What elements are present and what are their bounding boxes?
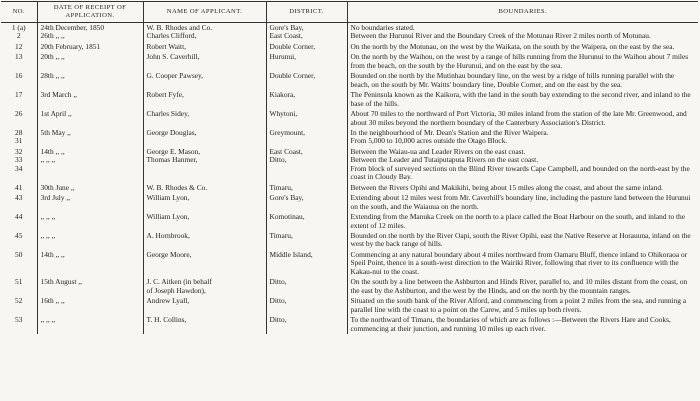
boundaries-line: To the northward of Timaru, the boundaries of which are as follows :—Between the Rivers Hare and Cooks, commencing at their junction, and running 10 miles up each river. [350, 315, 671, 333]
cell-applicant-line: William Lyon, [146, 193, 190, 203]
cell-no-line: 45 [15, 230, 23, 240]
cell-date [37, 296, 143, 315]
cell-date [37, 42, 143, 52]
cell-date [37, 250, 143, 277]
cell-date-line: ,, ,, ,, [40, 230, 56, 240]
cell-no-line: 2 [16, 31, 21, 41]
cell-no-line: 44 [15, 212, 23, 222]
table-row [1, 277, 698, 296]
cell-date-line: 5th May ,, [40, 127, 71, 137]
boundaries-line: Situated on the south bank of the River Alford, and commencing from a point 2 miles from the sea, and running a parallel line with the coast to a point on the Carew, and 5 miles up both rivers. [350, 296, 687, 314]
cell-boundaries [347, 296, 698, 315]
cell-applicant-line: Robert Fyfe, [146, 90, 184, 100]
cell-boundaries [347, 90, 698, 109]
boundaries-line: Between the Waiau-ua and Leader Rivers on the east coast. [350, 146, 526, 156]
cell-district-line: Ditto, [269, 277, 287, 287]
cell-no [1, 296, 37, 315]
boundaries-line: Between the Hurunui River and the Boundary Creek of the Motunau River 2 miles north of Motunau. [350, 31, 651, 41]
cell-date [37, 128, 143, 147]
cell-date-line: ,, ,, ,, [40, 155, 56, 165]
cell-district [266, 250, 347, 277]
boundaries-line: On the north by the Waihou, on the west by a range of hills running from the Hurunui to the Waihou about 7 miles from the beach, on the south by the Hurunui, and on the east by the sea. [350, 52, 689, 70]
table-row [1, 183, 698, 193]
cell-applicant-line: George Douglas, [146, 127, 197, 137]
cell-boundaries [347, 277, 698, 296]
cell-date-line: 26th ,, ,, [40, 31, 65, 41]
cell-boundaries [347, 71, 698, 90]
cell-district [266, 183, 347, 193]
cell-district [266, 296, 347, 315]
cell-date [37, 52, 143, 71]
cell-no-line: 43 [15, 193, 23, 203]
cell-date-line: ,, ,, ,, [40, 212, 56, 222]
cell-applicant-line: Thomas Hanmer, [146, 155, 198, 165]
cell-no-line: 53 [15, 315, 23, 325]
cell-applicant-line: John S. Caverhill, [146, 52, 200, 62]
cell-applicant-line: J. C. Aitken (in behalf [146, 277, 212, 287]
cell-no [1, 193, 37, 212]
cell-district-line: Ditto, [269, 155, 287, 165]
cell-district [266, 23, 347, 42]
cell-no [1, 128, 37, 147]
cell-applicant-line: Charles Sidey, [146, 109, 190, 119]
cell-boundaries [347, 23, 698, 42]
applications-table [1, 1, 698, 334]
cell-date [37, 90, 143, 109]
table-row [1, 315, 698, 334]
table-row [1, 193, 698, 212]
boundaries-line: Bounded on the north by the River Oapi, south the River Opihi, east the Native Reserve at Horauuna, inland on the west by the back range of hills. [350, 230, 691, 249]
cell-no-line: 28 [15, 127, 23, 137]
table-header-row [1, 2, 698, 23]
cell-no [1, 71, 37, 90]
cell-district [266, 147, 347, 183]
cell-boundaries [347, 250, 698, 277]
cell-date-line: 15th August ,, [40, 277, 82, 287]
cell-boundaries [347, 183, 698, 193]
table-row [1, 147, 698, 183]
cell-date [37, 183, 143, 193]
cell-boundaries [347, 128, 698, 147]
cell-no [1, 23, 37, 42]
cell-date-line: 14th ,, ,, [40, 146, 65, 156]
cell-district [266, 90, 347, 109]
cell-applicant-line: G. Cooper Pawsey, [146, 71, 204, 81]
cell-district-line: Ditto, [269, 315, 287, 325]
cell-district-line: Double Corner, [269, 41, 316, 51]
cell-date [37, 109, 143, 128]
cell-district [266, 212, 347, 231]
cell-boundaries [347, 52, 698, 71]
cell-district-line: Ditto, [269, 296, 287, 306]
cell-district-line: East Coast, [269, 146, 303, 156]
cell-applicant-line: W. B. Rhodes & Co. [146, 182, 208, 192]
table-row [1, 23, 698, 42]
table-row [1, 90, 698, 109]
cell-date [37, 315, 143, 334]
header-date: DATE OF RECEIPT OF APPLICATION. [37, 2, 143, 23]
cell-district-line: Double Corner, [269, 71, 316, 81]
cell-applicant-line: A. Hornbrook, [146, 230, 190, 240]
cell-applicant [143, 296, 266, 315]
cell-date-line: 14th ,, ,, [40, 249, 65, 259]
cell-no-line: 12 [15, 41, 23, 51]
cell-applicant [143, 23, 266, 42]
cell-applicant [143, 250, 266, 277]
cell-district-line: Greymount, [269, 127, 306, 137]
boundaries-line: The Peninsula known as the Kaikora, with the land in the south bay extending to the second river, and inland to the base of the hills. [350, 90, 691, 108]
header-boundaries: BOUNDARIES. [347, 2, 698, 23]
cell-applicant-line: George Moore, [146, 249, 192, 259]
cell-no [1, 183, 37, 193]
cell-no-line: 16 [15, 71, 23, 81]
boundaries-line: Commencing at any natural boundary about 4 miles northward from Oamaru Bluff, thence inland to Ohikoraoa or Speil Point, thence in a south-west direction to the Wairiki River, following that river to its confluence with the Kakau-nui to the coast. [350, 249, 688, 276]
cell-no-line: 26 [15, 109, 23, 119]
cell-district [266, 71, 347, 90]
cell-no [1, 315, 37, 334]
cell-applicant-line: George E. Mason, [146, 146, 201, 156]
boundaries-line: On the south by a line between the Ashburton and Hinds River, parallel to, and 10 miles distant from the coast, on the east by the Ashburton, and the west by the Hinds, and on the north by the mountain ranges. [350, 277, 688, 295]
cell-no [1, 147, 37, 183]
cell-date-line: 3rd March ,, [40, 90, 78, 100]
cell-applicant [143, 315, 266, 334]
cell-boundaries [347, 193, 698, 212]
cell-date [37, 277, 143, 296]
cell-applicant [143, 183, 266, 193]
cell-date-line: 16th ,, ,, [40, 296, 65, 306]
cell-district [266, 231, 347, 250]
cell-district-line: Timaru, [269, 182, 293, 192]
table-row [1, 250, 698, 277]
table-row [1, 212, 698, 231]
cell-no-line: 33 [15, 155, 23, 165]
cell-date [37, 212, 143, 231]
cell-district-line: Kiakora, [269, 90, 296, 100]
cell-no-line: 17 [15, 90, 23, 100]
cell-no [1, 52, 37, 71]
boundaries-line: Extending about 12 miles west from Mr. Caverhill's boundary line, including the pasture land between the Hurunui on the south, and the Waiauua on the north. [350, 193, 691, 211]
cell-date-line: 20th February, 1851 [40, 41, 101, 51]
boundaries-line: Bounded on the north by the Mutinhau boundary line, on the west by a ridge of hills running parallel with the beach, on the south by Mr. Waitts' boundary line, Double Corner, and on the east by the sea. [350, 71, 675, 89]
cell-applicant [143, 147, 266, 183]
cell-date [37, 193, 143, 212]
cell-no-line: 31 [15, 136, 23, 146]
table-row [1, 109, 698, 128]
boundaries-line: No boundaries stated. [350, 23, 415, 32]
boundaries-line: In the neighbourhood of Mr. Dean's Station and the River Waipera. [350, 127, 549, 137]
cell-applicant-line: of Joseph Hawdon), [146, 285, 206, 295]
cell-boundaries [347, 147, 698, 183]
cell-district-line: Gore's Bay, [269, 193, 304, 203]
cell-district [266, 109, 347, 128]
boundaries-line: About 70 miles to the northward of Port Victoria, 30 miles inland from the station of the late Mr. Greenwood, and about 30 miles beyond the northern boundary of the Canterbury Association's District. [350, 109, 687, 127]
cell-applicant [143, 109, 266, 128]
table-row [1, 52, 698, 71]
cell-district [266, 193, 347, 212]
table-row [1, 231, 698, 250]
cell-date-line: 30th June ,, [40, 182, 75, 192]
boundaries-line: From block of surveyed sections on the Blind River towards Cape Campbell, and bounded on the north-east by the coast in Cloudy Bay. [350, 163, 690, 182]
cell-applicant [143, 90, 266, 109]
cell-date-line: 20th ,, ,, [40, 52, 65, 62]
cell-district-line: Middle Island, [269, 249, 313, 259]
cell-no [1, 42, 37, 52]
cell-date-line: 3rd July ,, [40, 193, 71, 203]
cell-no [1, 231, 37, 250]
cell-district-line: Whytoni, [269, 109, 298, 119]
cell-boundaries [347, 315, 698, 334]
cell-applicant [143, 52, 266, 71]
cell-district [266, 315, 347, 334]
cell-applicant-line: Charles Clifford, [146, 31, 197, 41]
cell-applicant [143, 42, 266, 52]
cell-district [266, 128, 347, 147]
cell-date-line: ,, ,, ,, [40, 315, 56, 325]
boundaries-line: On the north by the Motunau, on the west by the Waikata, on the south by the Waipera, on the east by the sea. [350, 41, 675, 51]
boundaries-line: Extending from the Manuka Creek on the north to a place called the Boat Harbour on the south, and inland to the extent of 12 miles. [350, 212, 686, 230]
boundaries-line: Between the Leader and Tutaiputaputa Rivers on the east coast. [350, 155, 539, 165]
header-no: NO. [1, 2, 37, 23]
cell-applicant-line: W. B. Rhodes and Co. [146, 23, 213, 32]
cell-district [266, 42, 347, 52]
cell-no [1, 250, 37, 277]
cell-applicant [143, 128, 266, 147]
cell-district-line: Gore's Bay, [269, 23, 304, 32]
cell-district-line: Hurunui, [269, 52, 296, 62]
cell-date-line: 1st April ,, [40, 109, 72, 119]
header-name: NAME OF APPLICANT. [143, 2, 266, 23]
cell-applicant [143, 277, 266, 296]
cell-no-line: 50 [15, 249, 23, 259]
table-row [1, 296, 698, 315]
cell-boundaries [347, 212, 698, 231]
cell-no-line: 41 [15, 182, 23, 192]
cell-district-line: Timaru, [269, 230, 293, 240]
cell-no-line: 32 [15, 146, 23, 156]
cell-applicant [143, 212, 266, 231]
cell-date [37, 147, 143, 183]
cell-applicant [143, 193, 266, 212]
cell-applicant-line: Andrew Lyall, [146, 296, 190, 306]
cell-district-line: East Coast, [269, 31, 303, 41]
cell-no-line: 52 [15, 296, 23, 306]
table-body [1, 23, 698, 334]
cell-district-line: Komotinau, [269, 212, 305, 222]
cell-no-line: 34 [15, 163, 23, 173]
cell-applicant [143, 231, 266, 250]
boundaries-line: Between the Rivers Opihi and Makikihi, being about 15 miles along the coast, and about the same inland. [350, 182, 663, 192]
cell-no [1, 212, 37, 231]
cell-district [266, 52, 347, 71]
cell-boundaries [347, 109, 698, 128]
cell-date [37, 231, 143, 250]
cell-date [37, 71, 143, 90]
cell-boundaries [347, 42, 698, 52]
cell-applicant [143, 71, 266, 90]
cell-applicant-line: William Lyon, [146, 212, 190, 222]
table-row [1, 42, 698, 52]
cell-no [1, 109, 37, 128]
cell-date-line: 28th ,, ,, [40, 71, 65, 81]
cell-no [1, 277, 37, 296]
cell-boundaries [347, 231, 698, 250]
boundaries-line: From 5,000 to 10,000 acres outside the Otago Block. [350, 136, 508, 146]
table-row [1, 71, 698, 90]
cell-date-line: 24th December, 1850 [40, 23, 105, 32]
cell-no [1, 90, 37, 109]
table-row [1, 128, 698, 147]
cell-district [266, 277, 347, 296]
cell-no-line: 51 [15, 277, 23, 287]
cell-applicant-line: Robert Waitt, [146, 41, 186, 51]
cell-date [37, 23, 143, 42]
cell-no-line: 13 [15, 52, 23, 62]
header-district: DISTRICT. [266, 2, 347, 23]
cell-applicant-line: T. H. Collins, [146, 315, 187, 325]
cell-no-line: 1 (a) [11, 23, 26, 32]
